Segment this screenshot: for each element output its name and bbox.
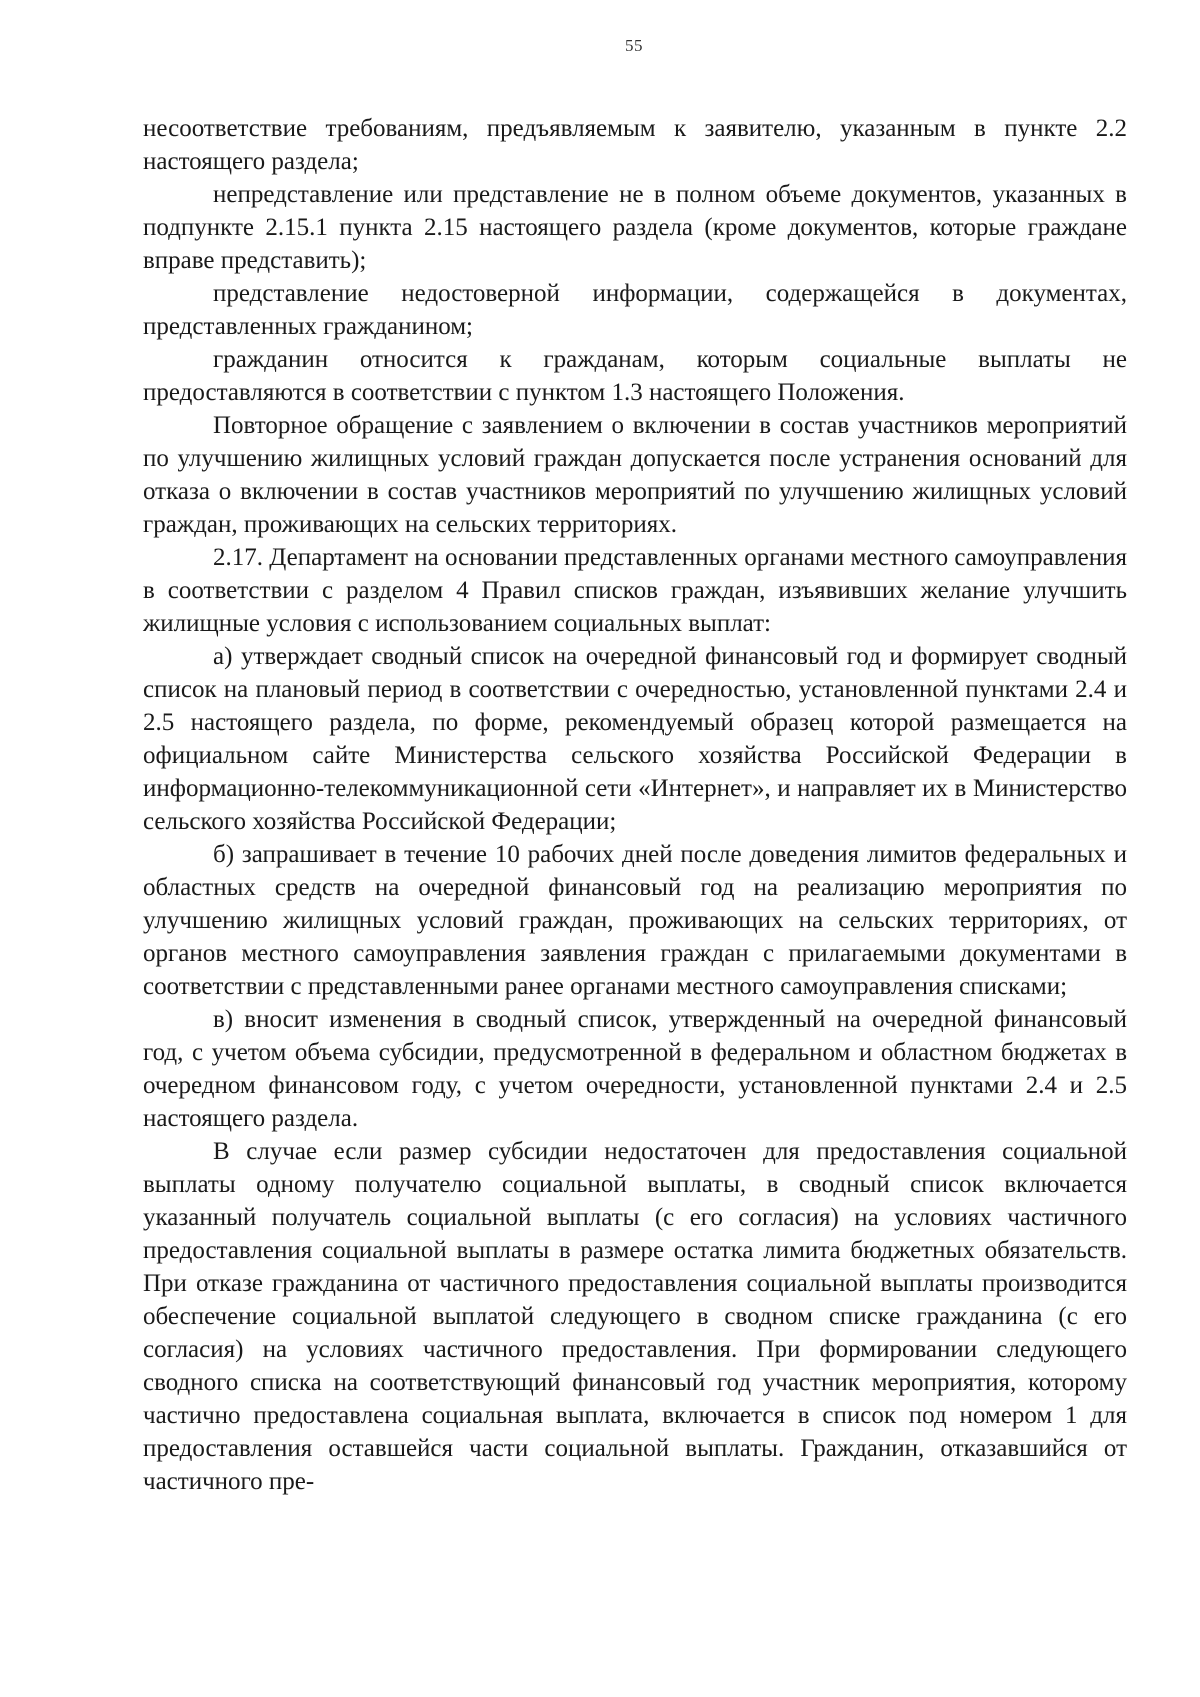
- paragraph: гражданин относится к гражданам, которым социальные выплаты не предоставляются в соответствии с пунктом 1.3 настоящего Положения.: [143, 346, 1127, 406]
- paragraph-item-b: б) запрашивает в течение 10 рабочих дней после доведения лимитов федеральных и областных средств на очередной финансовый год на реализацию мероприятия по улучшению жилищных условий граждан, проживающих на сельских территориях, от органов местного самоуправления заявления граждан с прилагаемыми документами в соответствии с представленными ранее органами местного самоуправления списками;: [143, 841, 1127, 1000]
- paragraph: Повторное обращение с заявлением о включении в состав участников мероприятий по улучшению жилищных условий граждан допускается после устранения оснований для отказа о включении в состав участников мероприятий по улучшению жилищных условий граждан, проживающих на сельских территориях.: [143, 412, 1127, 538]
- paragraph: представление недостоверной информации, содержащейся в документах, представленных гражданином;: [143, 280, 1127, 340]
- paragraph-item-v: в) вносит изменения в сводный список, утвержденный на очередной финансовый год, с учетом объема субсидии, предусмотренной в федеральном и областном бюджетах в очередном финансовом году, с учетом очередности, установленной пунктами 2.4 и 2.5 настоящего раздела.: [143, 1006, 1127, 1132]
- page-number: 55: [625, 36, 643, 55]
- paragraph: В случае если размер субсидии недостаточен для предоставления социальной выплаты одному получателю социальной выплаты, в сводный список включается указанный получатель социальной выплаты (с его согласия) на условиях частичного предоставления социальной выплаты в размере остатка лимита бюджетных обязательств. При отказе гражданина от частичного предоставления социальной выплаты производится обеспечение социальной выплатой следующего в сводном списке гражданина (с его согласия) на условиях частичного предоставления. При формировании следующего сводного списка на соответствующий финансовый год участник мероприятия, которому частично предоставлена социальная выплата, включается в список под номером 1 для предоставления оставшейся части социальной выплаты. Гражданин, отказавшийся от частичного пре-: [143, 1138, 1127, 1495]
- paragraph-section-2-17: 2.17. Департамент на основании представленных органами местного самоуправления в соответствии с разделом 4 Правил списков граждан, изъявивших желание улучшить жилищные условия с использованием социальных выплат:: [143, 544, 1127, 637]
- paragraph: непредставление или представление не в полном объеме документов, указанных в подпункте 2.15.1 пункта 2.15 настоящего раздела (кроме документов, которые граждане вправе представить);: [143, 181, 1127, 274]
- document-body: [143, 112, 1127, 1498]
- paragraph-item-a: а) утверждает сводный список на очередной финансовый год и формирует сводный список на плановый период в соответствии с очередностью, установленной пунктами 2.4 и 2.5 настоящего раздела, по форме, рекомендуемый образец которой размещается на официальном сайте Министерства сельского хозяйства Российской Федерации в информационно-телекоммуникационной сети «Интернет», и направляет их в Министерство сельского хозяйства Российской Федерации;: [143, 643, 1127, 835]
- paragraph-continuation: несоответствие требованиям, предъявляемым к заявителю, указанным в пункте 2.2 настоящего раздела;: [143, 115, 1127, 175]
